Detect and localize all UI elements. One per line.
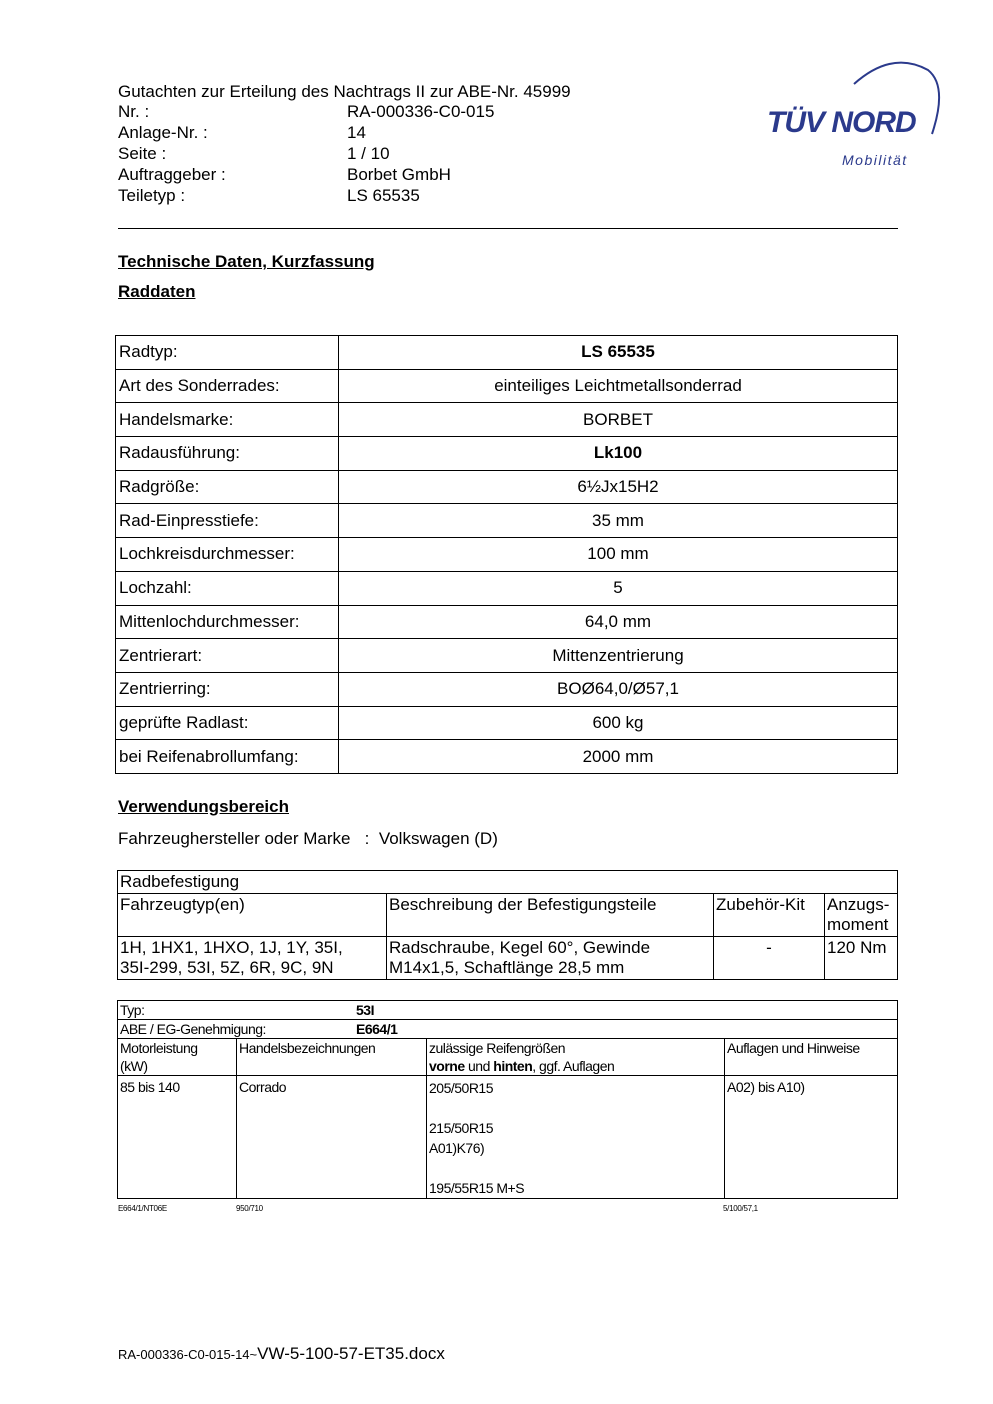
tire-size: 215/50R15 bbox=[429, 1120, 494, 1136]
radbefestigung-title: Radbefestigung bbox=[118, 871, 898, 894]
row-key: bei Reifenabrollumfang: bbox=[116, 740, 339, 774]
table-row bbox=[116, 706, 898, 740]
footer-filename bbox=[118, 1344, 445, 1364]
cell-line: M14x1,5, Schaftlänge 28,5 mm bbox=[389, 958, 625, 977]
table-row bbox=[116, 571, 898, 605]
fahrzeughersteller-line bbox=[118, 829, 498, 849]
row-key: Radtyp: bbox=[116, 336, 339, 370]
row-key: Rad-Einpresstiefe: bbox=[116, 504, 339, 538]
header-handelsbezeichnungen: Handelsbezeichnungen bbox=[237, 1039, 427, 1076]
cell-fahrzeugtypen bbox=[118, 937, 387, 980]
header-label: Auftraggeber : bbox=[118, 165, 226, 184]
row-value: 6½Jx15H2 bbox=[339, 470, 898, 504]
logo-subtitle: Mobilität bbox=[842, 152, 908, 168]
row-key: Mittenlochdurchmesser: bbox=[116, 605, 339, 639]
table-row bbox=[118, 1076, 898, 1199]
header-value: 1 / 10 bbox=[347, 144, 390, 163]
row-key: Handelsmarke: bbox=[116, 403, 339, 437]
document-title: Gutachten zur Erteilung des Nachtrags II zur ABE-Nr. 45999 bbox=[118, 82, 571, 101]
table-row bbox=[116, 639, 898, 673]
fahrzeughersteller-label: Fahrzeughersteller oder Marke bbox=[118, 829, 351, 848]
footer-part1: RA-000336-C0-015-14~ bbox=[118, 1347, 258, 1362]
table-row bbox=[118, 871, 898, 894]
code-mid: 950/710 bbox=[236, 1204, 263, 1213]
table-row bbox=[116, 504, 898, 538]
typ-table bbox=[117, 1000, 898, 1199]
abe-row bbox=[118, 1020, 898, 1039]
header-label: Nr. : bbox=[118, 102, 150, 121]
raddaten-table bbox=[115, 335, 898, 774]
table-row bbox=[118, 1039, 898, 1076]
radbefestigung-table bbox=[117, 870, 898, 980]
cell-beschreibung bbox=[387, 937, 714, 980]
table-row bbox=[116, 672, 898, 706]
logo-word: TÜV NORD bbox=[767, 106, 916, 139]
table-row bbox=[116, 740, 898, 774]
row-key: Lochkreisdurchmesser: bbox=[116, 538, 339, 572]
header-value: 14 bbox=[347, 123, 366, 142]
table-row bbox=[116, 470, 898, 504]
header-hinten: hinten bbox=[493, 1058, 533, 1074]
header-auflagen: Auflagen und Hinweise bbox=[725, 1039, 898, 1076]
table-row bbox=[116, 336, 898, 370]
table-row bbox=[116, 403, 898, 437]
fahrzeughersteller-value: Volkswagen (D) bbox=[378, 829, 498, 848]
typ-row bbox=[118, 1001, 898, 1020]
header-line: (kW) bbox=[120, 1058, 148, 1074]
row-value: 5 bbox=[339, 571, 898, 605]
row-key: Art des Sonderrades: bbox=[116, 369, 339, 403]
header-reifengroessen bbox=[427, 1039, 725, 1076]
row-value: BORBET bbox=[339, 403, 898, 437]
row-value: 35 mm bbox=[339, 504, 898, 538]
row-value: 600 kg bbox=[339, 706, 898, 740]
abe-value: E664/1 bbox=[356, 1021, 398, 1037]
spacer bbox=[429, 1098, 722, 1118]
tuv-nord-logo bbox=[762, 56, 942, 176]
row-key: Radgröße: bbox=[116, 470, 339, 504]
typ-value: 53I bbox=[356, 1002, 374, 1018]
cell-line: 1H, 1HX1, 1HXO, 1J, 1Y, 35I, bbox=[120, 938, 343, 957]
abe-label: ABE / EG-Genehmigung: bbox=[120, 1021, 266, 1037]
row-value: Lk100 bbox=[339, 437, 898, 471]
table-row bbox=[116, 538, 898, 572]
header-label: Teiletyp : bbox=[118, 186, 186, 205]
cell-line: 35I-299, 53I, 5Z, 6R, 9C, 9N bbox=[120, 958, 334, 977]
table-row bbox=[118, 937, 898, 980]
table-row bbox=[118, 1001, 898, 1020]
table-row bbox=[116, 605, 898, 639]
code-left: E664/1/NT06E bbox=[118, 1204, 167, 1213]
header-divider bbox=[118, 228, 898, 229]
footer-part2: VW-5-100-57-ET35.docx bbox=[257, 1344, 445, 1363]
section-title-raddaten: Raddaten bbox=[118, 282, 196, 301]
cell-anzugsmoment: 120 Nm bbox=[825, 937, 898, 980]
header-line: moment bbox=[827, 915, 889, 934]
header-beschreibung: Beschreibung der Befestigungsteile bbox=[387, 894, 714, 937]
header-fahrzeugtyp: Fahrzeugtyp(en) bbox=[118, 894, 387, 937]
header-zubehoer-kit: Zubehör-Kit bbox=[714, 894, 825, 937]
header-value: RA-000336-C0-015 bbox=[347, 102, 495, 121]
table-row bbox=[118, 894, 898, 937]
header-line: Anzugs- bbox=[827, 895, 890, 914]
row-value: 100 mm bbox=[339, 538, 898, 572]
typ-label: Typ: bbox=[120, 1002, 145, 1018]
cell-auflagen: A02) bis A10) bbox=[725, 1076, 898, 1199]
section-title-verwendungsbereich: Verwendungsbereich bbox=[118, 797, 289, 816]
tire-note: A01)K76) bbox=[429, 1140, 485, 1156]
section-title-technische-daten: Technische Daten, Kurzfassung bbox=[118, 252, 375, 271]
header-anzugsmoment bbox=[825, 894, 898, 937]
row-value: 2000 mm bbox=[339, 740, 898, 774]
cell-line: Radschraube, Kegel 60°, Gewinde bbox=[389, 938, 651, 957]
header-und: und bbox=[464, 1058, 494, 1074]
code-right: 5/100/57,1 bbox=[723, 1204, 758, 1213]
table-row bbox=[116, 437, 898, 471]
row-key: geprüfte Radlast: bbox=[116, 706, 339, 740]
cell-reifengroessen bbox=[427, 1076, 725, 1199]
fahrzeughersteller-sep: : bbox=[364, 829, 370, 848]
header-value: Borbet GmbH bbox=[347, 165, 451, 184]
cell-zubehoer-kit: - bbox=[714, 937, 825, 980]
header-value: LS 65535 bbox=[347, 186, 420, 205]
row-key: Radausführung: bbox=[116, 437, 339, 471]
header-label: Anlage-Nr. : bbox=[118, 123, 208, 142]
cell-motorleistung: 85 bis 140 bbox=[118, 1076, 237, 1199]
header-auflagen-note: , ggf. Auflagen bbox=[532, 1058, 615, 1074]
cell-handelsbezeichnung: Corrado bbox=[237, 1076, 427, 1199]
spacer bbox=[429, 1158, 722, 1178]
row-value: einteiliges Leichtmetallsonderrad bbox=[339, 369, 898, 403]
table-row bbox=[118, 1020, 898, 1039]
row-value: 64,0 mm bbox=[339, 605, 898, 639]
row-value: Mittenzentrierung bbox=[339, 639, 898, 673]
tire-size: 205/50R15 bbox=[429, 1080, 494, 1096]
row-key: Zentrierart: bbox=[116, 639, 339, 673]
header-label: Seite : bbox=[118, 144, 167, 163]
row-value: LS 65535 bbox=[339, 336, 898, 370]
row-key: Zentrierring: bbox=[116, 672, 339, 706]
row-key: Lochzahl: bbox=[116, 571, 339, 605]
table-row bbox=[116, 369, 898, 403]
header-line bbox=[429, 1057, 722, 1075]
header-line: zulässige Reifengrößen bbox=[429, 1040, 566, 1056]
row-value: BOØ64,0/Ø57,1 bbox=[339, 672, 898, 706]
header-motorleistung bbox=[118, 1039, 237, 1076]
tire-size: 195/55R15 M+S bbox=[429, 1180, 525, 1196]
header-vorne: vorne bbox=[429, 1058, 465, 1074]
header-line: Motorleistung bbox=[120, 1040, 198, 1056]
